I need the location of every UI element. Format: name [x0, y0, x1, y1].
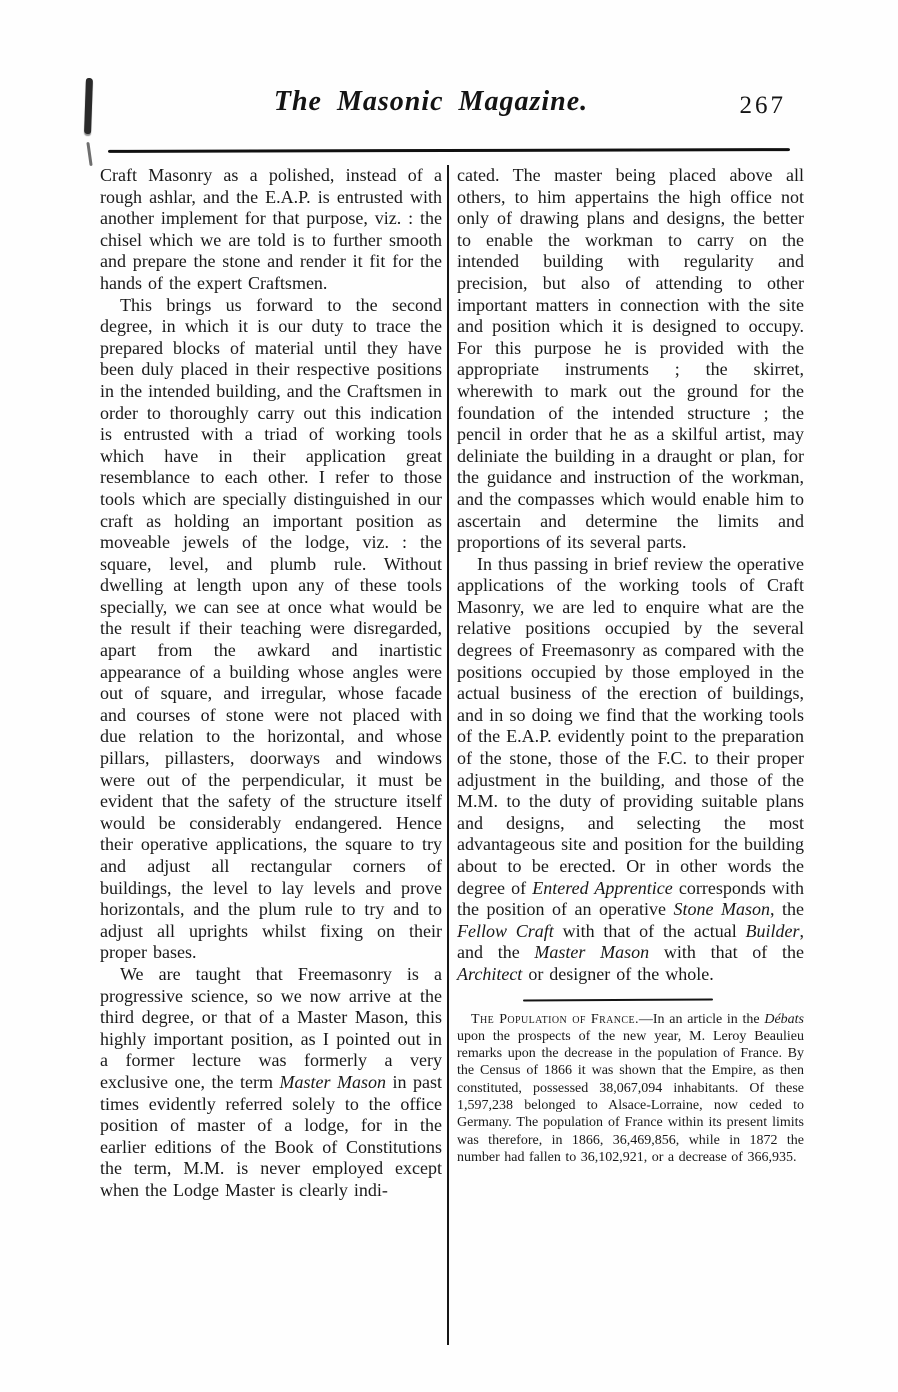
text-run: Entered Apprentice — [532, 877, 673, 898]
magazine-title: The Masonic Magazine. — [273, 86, 589, 117]
footnote-section — [457, 1011, 804, 1167]
footnote-divider — [523, 998, 713, 1001]
text-run: in past times evidently referred solely to the office position of master of a lodge, for in the earlier editions of the Book of Constitutions the term, M.M. is never employed except when the Lodge Master is clearly indi- — [100, 1071, 442, 1200]
right-column — [457, 165, 804, 1345]
text-run: Master Mason — [279, 1071, 386, 1092]
text-run: Stone Mason — [673, 899, 770, 920]
text-run: Architect — [457, 963, 523, 984]
header-rule — [108, 148, 790, 153]
text-run: , and the — [457, 920, 804, 963]
text-run: The Population of France. — [471, 1011, 639, 1027]
text-run: or designer of the whole. — [522, 963, 714, 984]
text-run: Fellow Craft — [457, 920, 554, 941]
text-run: , the — [769, 899, 804, 920]
text-run: upon the prospects of the new year, M. Leroy Beaulieu remarks upon the decrease in the population of France. By the Census of 1866 it was shown that the Empire, as then constituted, possessed 38,067,094 inhabitants. Of these 1,597,238 belonged to Alsace-Lorraine, now ceded to Germany. The population of France within its present limits was therefore, in 1866, 36,469,856, while in 1872 the number had fallen to 36,102,921, or a decrease of 366,935. — [457, 1028, 804, 1165]
text-run: with that of the — [649, 942, 804, 963]
paragraph — [100, 964, 442, 1202]
paragraph — [100, 165, 442, 295]
paragraph — [457, 554, 804, 986]
text-run: Débats — [764, 1011, 804, 1027]
column-divider — [447, 165, 449, 1345]
text-run: We are taught that Freemasonry is a progressive science, so we now arrive at the third degree, or that of a Master Mason, this highly important position, as I pointed out in a former lecture was formerly a very exclusive one, the term — [100, 963, 442, 1092]
text-run: Master Mason — [534, 942, 650, 963]
text-run: Builder — [745, 920, 800, 941]
article-body — [100, 165, 804, 1345]
paragraph — [457, 165, 804, 554]
left-column — [100, 165, 442, 1345]
right-column-article — [457, 165, 804, 986]
text-run: —In an article in the — [638, 1011, 765, 1027]
paragraph — [100, 295, 442, 964]
text-run: In thus passing in brief review the operative applications of the working tools of Craft Masonry, we are led to enquire what are the relative positions occupied by the several degrees of Freemasonry as compared with the positions occupied by those employed in the actual business of the erection of buildings, and in so doing we find that the working tools of the E.A.P. evidently point to the preparation of the stone, those of the F.C. to their proper adjustment in the building, and those of the M.M. to the duty of providing suitable plans and designs, and selecting the most advantageous site and position for the building about to be erected. Or in other words the degree of — [457, 553, 804, 898]
text-run: with that of the actual — [553, 920, 746, 941]
paragraph — [457, 1011, 804, 1167]
text-run: cated. The master being placed above all others, to him appertains the high office not only of drawing plans and designs, the better to enable the workman to carry on the intended building with regularity and precision, but also of attending to other important matters in connection with the site and position which it is designed to occupy. For this purpose he is provided with the appropriate instruments ; the skirret, wherewith to mark out the ground for the foundation of the intended structure ; the pencil in order that he as a skilful artist, may deliniate the building in a draught or plan, for the guidance and instruction of the workman, and the compasses which would enable him to ascertain and determine the limits and proportions of its several parts. — [457, 165, 804, 553]
text-run: Craft Masonry as a polished, instead of a rough ashlar, and the E.A.P. is entrusted with another implement for that purpose, viz. : the chisel which we are told is to further smooth and prepare the stone and render it fit for the hands of the expert Craftsmen. — [100, 165, 442, 293]
page-number: 267 — [739, 92, 786, 119]
text-run: corresponds with the position of an operative — [457, 877, 804, 920]
text-run: This brings us forward to the second degree, in which it is our duty to trace the prepared blocks of material until they have been duly placed in their respective positions in the intended building, and the Craftsmen in order to thoroughly carry out this indication is entrusted with a triad of working tools which have in their application great resemblance to each other. I refer to those tools which are specially distinguished in our craft as holding an important position as moveable jewels of the lodge, viz. : the square, level, and plumb rule. Without dwelling at length upon any of these tools specially, we can see at once what would be the result if their teaching were disregarded, apart from the awkard and inartistic appearance of a building whose angles were out of square, and irregular, whose facade and courses of stone were not placed with due relation to the horizontal, and whose pillars, pillasters, doorways and windows were out of the perpendicular, it must be evident that the safety of the structure itself would be considerably endangered. Hence their operative applications, the square to try and adjust all rectangular corners of buildings, the level to lay levels and prove horizontals, and the plum rule to try and to adjust all uprights whilst fixing on their proper bases. — [100, 294, 442, 963]
ink-smudge-artifact-small — [86, 142, 92, 166]
